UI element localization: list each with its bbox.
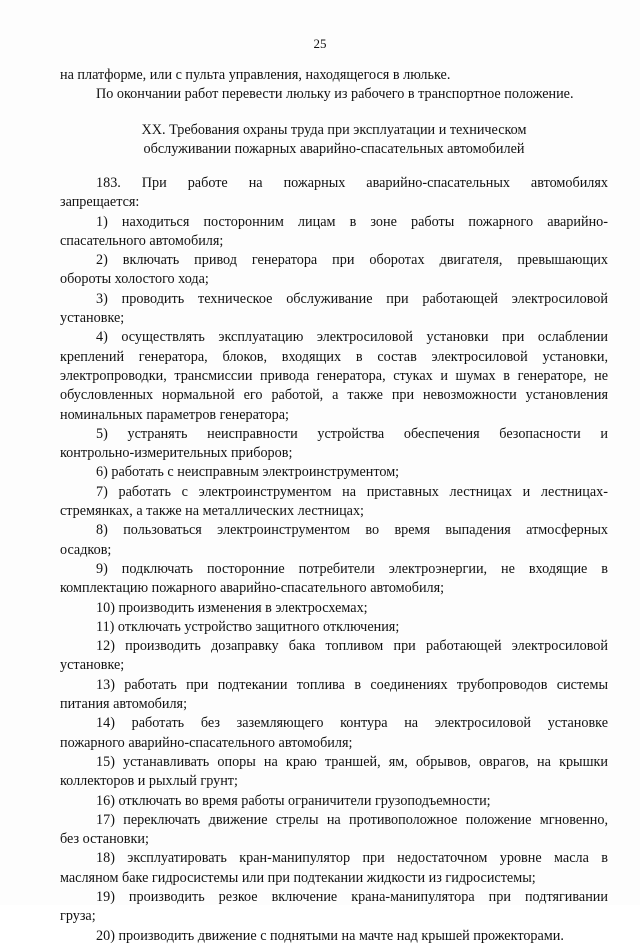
text-line: 6) работать с неисправным электроинструментом; (96, 464, 400, 481)
heading-line: обслуживании пожарных аварийно-спасательных автомобилей (143, 141, 525, 158)
text-line: масляном баке гидросистемы или при подтекании жидкости из гидросистемы; (60, 869, 536, 886)
text-line: обороты холостого хода; (60, 271, 209, 288)
text-line: 7) работать с электроинструментом на приставных лестницах и лестницах- (96, 483, 608, 500)
text-line: 18) эксплуатировать кран-манипулятор при недостаточном уровне масла в (96, 850, 608, 867)
heading-line: XX. Требования охраны труда при эксплуатации и техническом (141, 122, 527, 138)
text-line: 2) включать привод генератора при оборотах двигателя, превышающих (96, 252, 608, 269)
text-line: номинальных параметров генератора; (60, 406, 289, 423)
text-line: запрещается: (60, 194, 140, 211)
text-line: 14) работать без заземляющего контура на электросиловой установке (96, 715, 608, 732)
text-line: коллекторов и рыхлый грунт; (60, 773, 238, 790)
text-line: 20) производить движение с поднятыми на мачте над крышей прожекторами. (96, 927, 564, 944)
text-line: креплений генератора, блоков, входящих в состав электросиловой установки, (60, 348, 608, 365)
text-line: установке; (60, 310, 125, 327)
text-line: стремянках, а также на металлических лестницах; (60, 503, 364, 520)
text-line: спасательного автомобиля; (60, 232, 224, 249)
text-line: 13) работать при подтекании топлива в соединениях трубопроводов системы (96, 676, 608, 693)
page-number: 25 (313, 36, 327, 51)
text-line: осадков; (60, 541, 112, 558)
text-line: контрольно-измерительных приборов; (60, 445, 293, 462)
text-line: 10) производить изменения в электросхемах; (96, 599, 368, 616)
text-line: на платформе, или с пульта управления, находящегося в люльке. (60, 67, 451, 83)
text-line: 1) находиться посторонним лицам в зоне работы пожарного аварийно- (96, 213, 608, 230)
text-line: 12) производить дозаправку бака топливом при работающей электросиловой (96, 638, 608, 655)
text-line: обусловленных нормальной его работой, а также при невозможности установления (60, 387, 608, 404)
text-line: 3) проводить техническое обслуживание при работающей электросиловой (96, 290, 608, 307)
section-heading (60, 121, 608, 160)
text-line: питания автомобиля; (60, 696, 188, 713)
text-line: комплектацию пожарного аварийно-спасательного автомобиля; (60, 580, 445, 597)
text-line: электропроводки, трансмиссии привода генератора, стуках и шумах в генераторе, не (60, 367, 608, 384)
text-line: без остановки; (60, 831, 149, 848)
intro-text (60, 66, 608, 105)
text-line: пожарного аварийно-спасательного автомобиля; (60, 734, 353, 751)
section-body (60, 174, 608, 946)
text-line: 17) переключать движение стрелы на противоположное положение мгновенно, (96, 811, 608, 828)
text-line: 11) отключать устройство защитного отключения; (96, 618, 400, 635)
text-line: установке; (60, 657, 125, 674)
text-line: 4) осуществлять эксплуатацию электросиловой установки при ослаблении (96, 329, 608, 346)
text-line: груза; (60, 908, 96, 925)
text-line: 16) отключать во время работы ограничители грузоподъемности; (96, 792, 491, 809)
text-line: 15) устанавливать опоры на краю траншей, ям, обрывов, оврагов, на крышки (96, 753, 608, 770)
text-line: По окончании работ перевести люльку из рабочего в транспортное положение. (96, 86, 574, 103)
text-line: 8) пользоваться электроинструментом во время выпадения атмосферных (96, 522, 608, 539)
text-line: 9) подключать посторонние потребители электроэнергии, не входящие в (96, 560, 608, 577)
text-line: 19) производить резкое включение крана-манипулятора при подтягивании (96, 888, 608, 905)
text-line: 5) устранять неисправности устройства обеспечения безопасности и (96, 425, 608, 442)
text-line: 183. При работе на пожарных аварийно-спасательных автомобилях (96, 175, 608, 191)
